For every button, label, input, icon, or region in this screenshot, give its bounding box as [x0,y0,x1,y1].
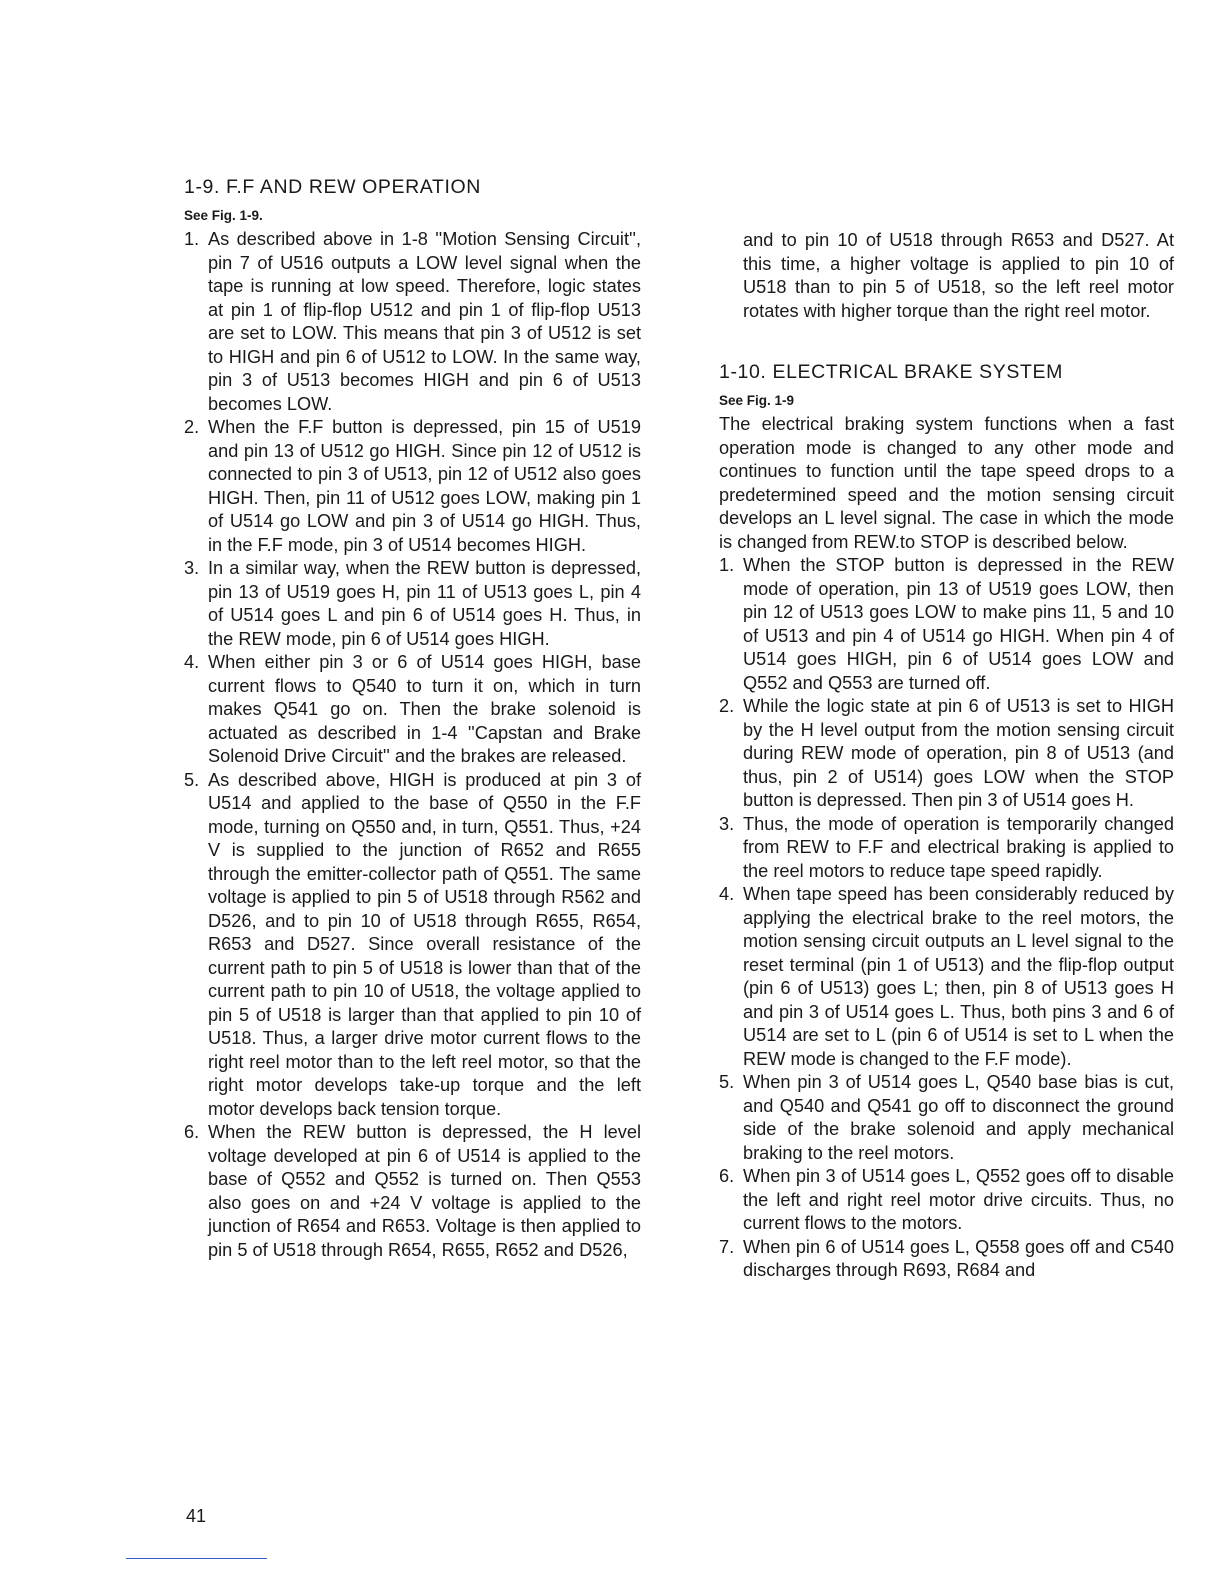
list-item [719,1165,1174,1236]
list-item [184,557,641,651]
item-text: When the STOP button is depressed in the REW mode of operation, pin 13 of U519 goes LOW, then pin 12 of U513 goes LOW to make pins 11, 5 and 10 of U513 and pin 4 of U514 go HIGH. When pin 4 of U514 goes HIGH, pin 6 of U514 goes LOW and Q552 and Q553 are turned off. [743,555,1174,693]
item-text: When pin 3 of U514 goes L, Q552 goes off to disable the left and right reel motor drive circuits. Thus, no current flows to the motors. [743,1166,1174,1233]
item-number: 2. [184,417,200,437]
list-item [719,554,1174,695]
item-text: When the F.F button is depressed, pin 15 of U519 and pin 13 of U512 go HIGH. Since pin 12 of U512 is connected to pin 3 of U513, pin 12 of U512 also goes HIGH. Then, pin 11 of U512 goes LOW, making pin 1 of U514 go LOW and pin 3 of U514 go HIGH. Thus, in the F.F mode, pin 3 of U514 becomes HIGH. [208,417,641,555]
figure-reference: See Fig. 1-9. [184,208,263,223]
list-item [184,228,641,416]
item-number: 3. [719,813,735,834]
item-text: When either pin 3 or 6 of U514 goes HIGH, base current flows to Q540 to turn it on, which in turn makes Q541 go on. Then the brake solenoid is actuated as described in 1-4 ''Capstan and Brake Solenoid Drive Circuit'' and the brakes are released. [208,652,641,766]
list-item [184,651,641,769]
list-item [719,883,1174,1071]
item-text: When pin 3 of U514 goes L, Q540 base bias is cut, and Q540 and Q541 go off to disconnect the ground side of the brake solenoid and apply mechanical braking to the reel motors. [743,1072,1174,1163]
list-item [184,1121,641,1262]
list-item [184,769,641,1122]
item-text: As described above, HIGH is produced at pin 3 of U514 and applied to the base of Q550 in the F.F mode, turning on Q550 and, in turn, Q551. Thus, +24 V is supplied to the junction of R652 and R655 through the emitter-collector path of Q551. The same voltage is applied to pin 5 of U518 through R562 and D526, and to pin 10 of U518 through R655, R654, R653 and D527. Since overall resistance of the current path to pin 5 of U518 is lower than that of the current path to pin 10 of U518, the voltage applied to pin 5 of U518 is larger than that applied to pin 10 of U518. Thus, a larger drive motor current flows to the right reel motor than to the left reel motor, so that the right motor develops take-up torque and the left motor develops back tension torque. [208,769,641,1119]
list-item [184,416,641,557]
left-column [184,172,641,1262]
list-item [719,1071,1174,1165]
item-number: 2. [719,696,735,716]
list-item [719,813,1174,884]
item-text: When the REW button is depressed, the H level voltage developed at pin 6 of U514 is applied to the base of Q552 and Q552 is turned on. Then Q553 also goes on and +24 V voltage is applied to the junction of R654 and R653. Voltage is then applied to pin 5 of U518 through R654, R655, R652 and D526, [208,1122,641,1260]
list-item [719,695,1174,813]
list-item [719,1236,1174,1283]
numbered-list [184,228,641,1262]
section-heading-electrical-brake: 1-10. ELECTRICAL BRAKE SYSTEM [719,361,1063,383]
item-number: 3. [184,558,200,578]
item-number: 7. [719,1236,735,1257]
section-heading-ff-rew: 1-9. F.F AND REW OPERATION [184,176,481,198]
item-number: 6. [184,1122,200,1142]
item-number: 1. [719,555,735,575]
figure-reference: See Fig. 1-9 [719,393,795,408]
item-number: 6. [719,1166,735,1186]
item-number: 5. [184,769,200,790]
item-text: When tape speed has been considerably reduced by applying the electrical brake to the reel motors, the motion sensing circuit outputs an L level signal to the reset terminal (pin 1 of U513) and the flip-flop output (pin 6 of U513) goes L; then, pin 8 of U513 goes H and pin 3 of U514 goes L. Thus, both pins 3 and 6 of U514 are set to L (pin 6 of U514 is set to L when the REW mode is changed to the F.F mode). [743,884,1174,1069]
item-text: In a similar way, when the REW button is depressed, pin 13 of U519 goes H, pin 11 of U513 goes L, pin 4 of U514 goes L and pin 6 of U514 goes H. Thus, in the REW mode, pin 6 of U514 goes HIGH. [208,558,641,649]
item-number: 1. [184,229,200,249]
page-number: 41 [186,1506,207,1526]
footer-rule [126,1558,267,1559]
item-number: 5. [719,1072,735,1092]
item-text: Thus, the mode of operation is temporarily changed from REW to F.F and electrical braking is applied to the reel motors to reduce tape speed rapidly. [743,813,1174,881]
continued-paragraph: and to pin 10 of U518 through R653 and D527. At this time, a higher voltage is applied to pin 10 of U518 than to pin 5 of U518, so the left reel motor rotates with higher torque than the right reel motor. [743,230,1174,321]
item-text: When pin 6 of U514 goes L, Q558 goes off and C540 discharges through R693, R684 and [743,1236,1174,1280]
item-number: 4. [719,884,735,904]
item-number: 4. [184,652,200,672]
intro-paragraph: The electrical braking system functions when a fast operation mode is changed to any other mode and continues to function until the tape speed drops to a predetermined speed and the motion sensing circuit develops an L level signal. The case in which the mode is changed from REW.to STOP is described below. [719,414,1174,552]
numbered-list [719,554,1174,1283]
right-column [719,172,1174,1283]
item-text: As described above in 1-8 ''Motion Sensing Circuit'', pin 7 of U516 outputs a LOW level signal when the tape is running at low speed. Therefore, logic states at pin 1 of flip-flop U512 and pin 1 of flip-flop U513 are set to LOW. This means that pin 3 of U512 is set to HIGH and pin 6 of U512 to LOW. In the same way, pin 3 of U513 becomes HIGH and pin 6 of U513 becomes LOW. [208,229,641,414]
item-text: While the logic state at pin 6 of U513 is set to HIGH by the H level output from the motion sensing circuit during REW mode of operation, pin 8 of U513 (and thus, pin 2 of U514) goes LOW when the STOP button is depressed. Then pin 3 of U514 goes H. [743,696,1174,810]
